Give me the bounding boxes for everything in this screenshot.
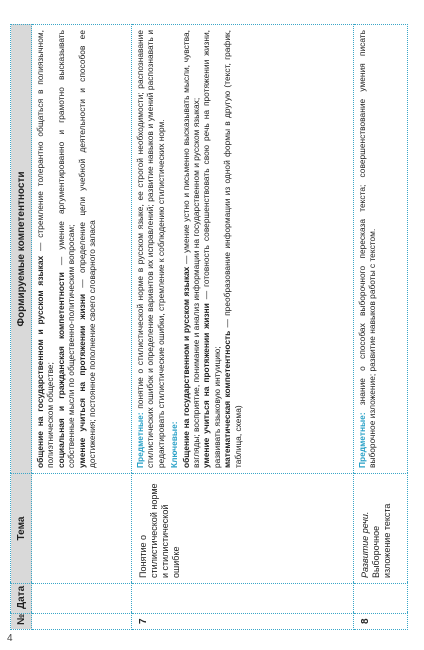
header-topic: Тема (11, 474, 32, 584)
row-number: 8 (354, 614, 408, 630)
competency-line: умение учиться на протяжении жизни — определение цели учебной деятельности и способов ее достижения; постоянное пополнение своего словарного запаса (76, 30, 98, 468)
competency-line: умение учиться на протяжении жизни — готовность совершенствовать свою речь на протяжении жизни, развивать языковую интуицию; (201, 30, 222, 468)
page-number: 4 (7, 633, 13, 644)
header-number: № (11, 614, 32, 630)
competency-line: общение на государственном и русском языках — умение устно и письменно высказывать мысли, чувства, взгляды; восприятие, понимание и анализ информации на государственном и русском языках; (180, 30, 202, 468)
row-competencies (132, 25, 354, 474)
table-header-row (11, 25, 32, 630)
row-number (32, 614, 132, 630)
header-competencies: Формируемые компетентности (11, 25, 32, 474)
subject-competency: Предметные: понятие о стилистической норме в русском языке, ее строгой необходимости; распознавание стилистических ошибок и определение вариантов их исправлений; развитие навыков и умений распознавать и редактировать стилистические ошибки, стремление к соблюдению стилистических норм. (135, 30, 166, 468)
competency-line: математическая компетентность — преобразование информации из одной формы в другую (текст, график, таблица, схема) (222, 30, 243, 468)
table-row (132, 25, 354, 630)
row-topic (32, 474, 132, 584)
rotated-table-wrapper (10, 24, 408, 630)
subject-competency: Предметные: знание о способах выборочного пересказа текста; совершенствование умения писать выборочное изложение; развитие навыков работы с текстом. (357, 30, 378, 468)
row-competencies (32, 25, 132, 474)
row-date (32, 584, 132, 614)
row-date (132, 584, 354, 614)
row-topic: Понятие о стилистической норме и стилистической ошибке (132, 474, 354, 584)
lesson-plan-table (10, 24, 408, 630)
row-date (354, 584, 408, 614)
row-competencies (354, 25, 408, 474)
competency-line: социальная и гражданская компетентности — умение аргументированно и грамотно высказывать собственные мысли по общественно-политическим вопросам; (55, 30, 77, 468)
row-number: 7 (132, 614, 354, 630)
row-topic: Развитие речи. Выборочное изложение текста (354, 474, 408, 584)
table-row (354, 25, 408, 630)
table-row (32, 25, 132, 630)
competency-line: общение на государственном и русском языках — стремление толерантно общаться в полиязычном, полиэтническом обществе; (35, 30, 56, 468)
header-date: Дата (11, 584, 32, 614)
key-competencies-label: Ключевые: (169, 421, 180, 468)
